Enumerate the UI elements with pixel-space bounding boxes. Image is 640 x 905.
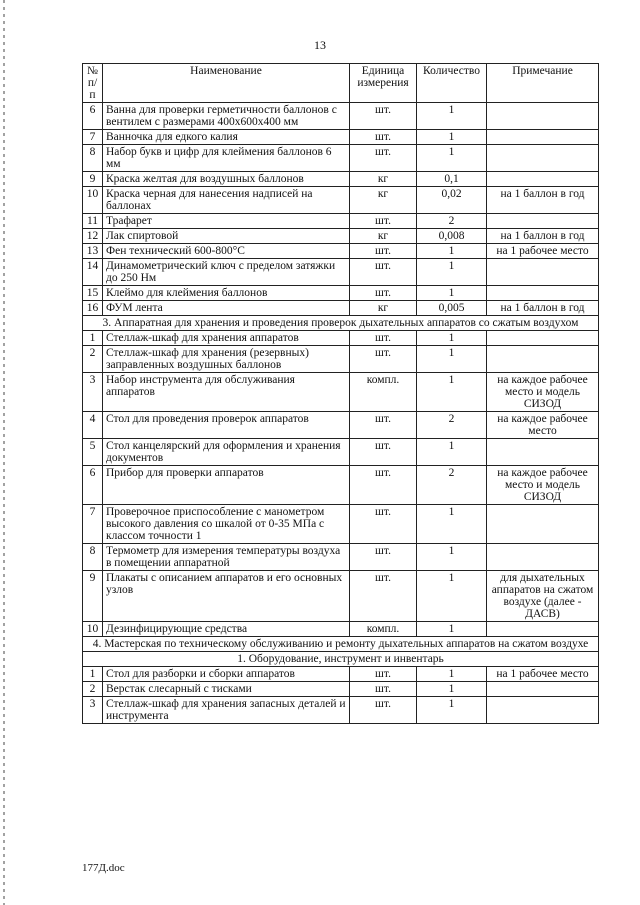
item-quantity: 0,02 <box>417 187 487 214</box>
item-name: Набор инструмента для обслуживания аппаратов <box>103 373 350 412</box>
row-number: 13 <box>83 244 103 259</box>
item-name: Краска черная для нанесения надписей на баллонах <box>103 187 350 214</box>
item-unit: шт. <box>350 244 417 259</box>
item-quantity: 1 <box>417 682 487 697</box>
item-name: Набор букв и цифр для клеймения баллонов 6 мм <box>103 145 350 172</box>
item-name: Клеймо для клеймения баллонов <box>103 286 350 301</box>
item-name: Лак спиртовой <box>103 229 350 244</box>
table-row <box>83 331 599 346</box>
item-note <box>487 544 599 571</box>
item-quantity: 1 <box>417 622 487 637</box>
item-name: Дезинфицирующие средства <box>103 622 350 637</box>
table-row <box>83 244 599 259</box>
row-number: 2 <box>83 682 103 697</box>
row-number: 9 <box>83 571 103 622</box>
item-unit: компл. <box>350 622 417 637</box>
item-quantity: 1 <box>417 697 487 724</box>
item-name: Динамометрический ключ с пределом затяжки до 250 Нм <box>103 259 350 286</box>
item-name: Стол для проведения проверок аппаратов <box>103 412 350 439</box>
item-quantity: 1 <box>417 544 487 571</box>
table-row <box>83 505 599 544</box>
row-number: 7 <box>83 130 103 145</box>
item-note <box>487 682 599 697</box>
row-number: 8 <box>83 145 103 172</box>
item-quantity: 0,1 <box>417 172 487 187</box>
table-row <box>83 466 599 505</box>
table-row <box>83 682 599 697</box>
table-row <box>83 214 599 229</box>
item-quantity: 0,008 <box>417 229 487 244</box>
item-unit: шт. <box>350 571 417 622</box>
row-number: 16 <box>83 301 103 316</box>
item-quantity: 1 <box>417 244 487 259</box>
header-name: Наименование <box>103 64 350 103</box>
scan-edge-marks <box>3 0 5 905</box>
row-number: 10 <box>83 622 103 637</box>
item-note <box>487 346 599 373</box>
item-note <box>487 331 599 346</box>
item-unit: шт. <box>350 130 417 145</box>
item-note: на каждое рабочее место <box>487 412 599 439</box>
item-note: на 1 баллон в год <box>487 229 599 244</box>
section-row <box>83 637 599 652</box>
item-note <box>487 439 599 466</box>
item-name: Термометр для измерения температуры воздуха в помещении аппаратной <box>103 544 350 571</box>
item-unit: кг <box>350 301 417 316</box>
row-number: 3 <box>83 373 103 412</box>
item-quantity: 2 <box>417 214 487 229</box>
table-row <box>83 103 599 130</box>
item-quantity: 2 <box>417 412 487 439</box>
item-unit: компл. <box>350 373 417 412</box>
item-note <box>487 145 599 172</box>
item-unit: шт. <box>350 346 417 373</box>
item-unit: шт. <box>350 214 417 229</box>
row-number: 5 <box>83 439 103 466</box>
header-qty: Количество <box>417 64 487 103</box>
page-number: 13 <box>314 38 326 52</box>
item-note: на 1 рабочее место <box>487 667 599 682</box>
item-name: Верстак слесарный с тисками <box>103 682 350 697</box>
item-quantity: 1 <box>417 373 487 412</box>
table-row <box>83 697 599 724</box>
table-row <box>83 544 599 571</box>
item-quantity: 1 <box>417 439 487 466</box>
row-number: 2 <box>83 346 103 373</box>
table-row <box>83 259 599 286</box>
item-note: на 1 баллон в год <box>487 301 599 316</box>
item-name: Прибор для проверки аппаратов <box>103 466 350 505</box>
header-unit: Единица измерения <box>350 64 417 103</box>
row-number: 6 <box>83 103 103 130</box>
section-title: 3. Аппаратная для хранения и проведения проверок дыхательных аппаратов со сжатым воздухом <box>83 316 599 331</box>
row-number: 7 <box>83 505 103 544</box>
section-title: 1. Оборудование, инструмент и инвентарь <box>83 652 599 667</box>
item-note: на 1 рабочее место <box>487 244 599 259</box>
item-name: Стол канцелярский для оформления и хранения документов <box>103 439 350 466</box>
item-quantity: 1 <box>417 103 487 130</box>
table-row <box>83 439 599 466</box>
equipment-table <box>82 63 599 724</box>
item-note: для дыхательных аппаратов на сжатом воздухе (далее - ДАСВ) <box>487 571 599 622</box>
item-unit: кг <box>350 187 417 214</box>
item-quantity: 1 <box>417 667 487 682</box>
item-name: Проверочное приспособление с манометром высокого давления со шкалой от 0-35 МПа с классом точности 1 <box>103 505 350 544</box>
table-row <box>83 622 599 637</box>
item-unit: шт. <box>350 331 417 346</box>
item-quantity: 1 <box>417 571 487 622</box>
row-number: 12 <box>83 229 103 244</box>
table-row <box>83 667 599 682</box>
row-number: 1 <box>83 667 103 682</box>
item-name: Трафарет <box>103 214 350 229</box>
item-name: Стеллаж-шкаф для хранения запасных деталей и инструмента <box>103 697 350 724</box>
item-quantity: 2 <box>417 466 487 505</box>
item-note <box>487 214 599 229</box>
row-number: 6 <box>83 466 103 505</box>
item-quantity: 1 <box>417 286 487 301</box>
item-quantity: 1 <box>417 505 487 544</box>
item-name: Ванна для проверки герметичности баллонов с вентилем с размерами 400х600х400 мм <box>103 103 350 130</box>
item-name: Краска желтая для воздушных баллонов <box>103 172 350 187</box>
item-note: на 1 баллон в год <box>487 187 599 214</box>
item-unit: шт. <box>350 682 417 697</box>
row-number: 8 <box>83 544 103 571</box>
row-number: 4 <box>83 412 103 439</box>
item-name: Ванночка для едкого калия <box>103 130 350 145</box>
item-quantity: 1 <box>417 145 487 172</box>
table-body <box>83 103 599 724</box>
table-row <box>83 301 599 316</box>
row-number: 14 <box>83 259 103 286</box>
item-note <box>487 259 599 286</box>
item-note <box>487 286 599 301</box>
section-row <box>83 316 599 331</box>
table-row <box>83 187 599 214</box>
item-note <box>487 697 599 724</box>
table-row <box>83 373 599 412</box>
item-unit: шт. <box>350 667 417 682</box>
item-unit: шт. <box>350 466 417 505</box>
item-note: на каждое рабочее место и модель СИЗОД <box>487 373 599 412</box>
item-name: Стеллаж-шкаф для хранения (резервных) заправленных воздушных баллонов <box>103 346 350 373</box>
table-row <box>83 286 599 301</box>
item-unit: кг <box>350 229 417 244</box>
file-footer: 177Д.doc <box>82 862 125 874</box>
row-number: 11 <box>83 214 103 229</box>
item-unit: кг <box>350 172 417 187</box>
item-unit: шт. <box>350 544 417 571</box>
item-unit: шт. <box>350 697 417 724</box>
item-quantity: 1 <box>417 259 487 286</box>
table-row <box>83 130 599 145</box>
header-num: № п/п <box>83 64 103 103</box>
item-note <box>487 622 599 637</box>
table-row <box>83 346 599 373</box>
item-note <box>487 505 599 544</box>
header-note: Примечание <box>487 64 599 103</box>
item-note <box>487 103 599 130</box>
row-number: 1 <box>83 331 103 346</box>
item-quantity: 1 <box>417 130 487 145</box>
table-row <box>83 172 599 187</box>
table-header-row <box>83 64 599 103</box>
table-row <box>83 145 599 172</box>
item-unit: шт. <box>350 286 417 301</box>
item-unit: шт. <box>350 259 417 286</box>
item-name: Фен технический 600-800°С <box>103 244 350 259</box>
section-row <box>83 652 599 667</box>
item-name: Плакаты с описанием аппаратов и его основных узлов <box>103 571 350 622</box>
item-unit: шт. <box>350 103 417 130</box>
row-number: 3 <box>83 697 103 724</box>
table-row <box>83 571 599 622</box>
section-title: 4. Мастерская по техническому обслуживанию и ремонту дыхательных аппаратов на сжатом воздухе <box>83 637 599 652</box>
item-quantity: 0,005 <box>417 301 487 316</box>
table-row <box>83 412 599 439</box>
item-unit: шт. <box>350 439 417 466</box>
item-note <box>487 130 599 145</box>
item-name: Стеллаж-шкаф для хранения аппаратов <box>103 331 350 346</box>
row-number: 15 <box>83 286 103 301</box>
row-number: 9 <box>83 172 103 187</box>
table-row <box>83 229 599 244</box>
item-note: на каждое рабочее место и модель СИЗОД <box>487 466 599 505</box>
item-quantity: 1 <box>417 346 487 373</box>
item-name: ФУМ лента <box>103 301 350 316</box>
item-unit: шт. <box>350 145 417 172</box>
item-unit: шт. <box>350 412 417 439</box>
row-number: 10 <box>83 187 103 214</box>
item-unit: шт. <box>350 505 417 544</box>
item-name: Стол для разборки и сборки аппаратов <box>103 667 350 682</box>
item-note <box>487 172 599 187</box>
item-quantity: 1 <box>417 331 487 346</box>
